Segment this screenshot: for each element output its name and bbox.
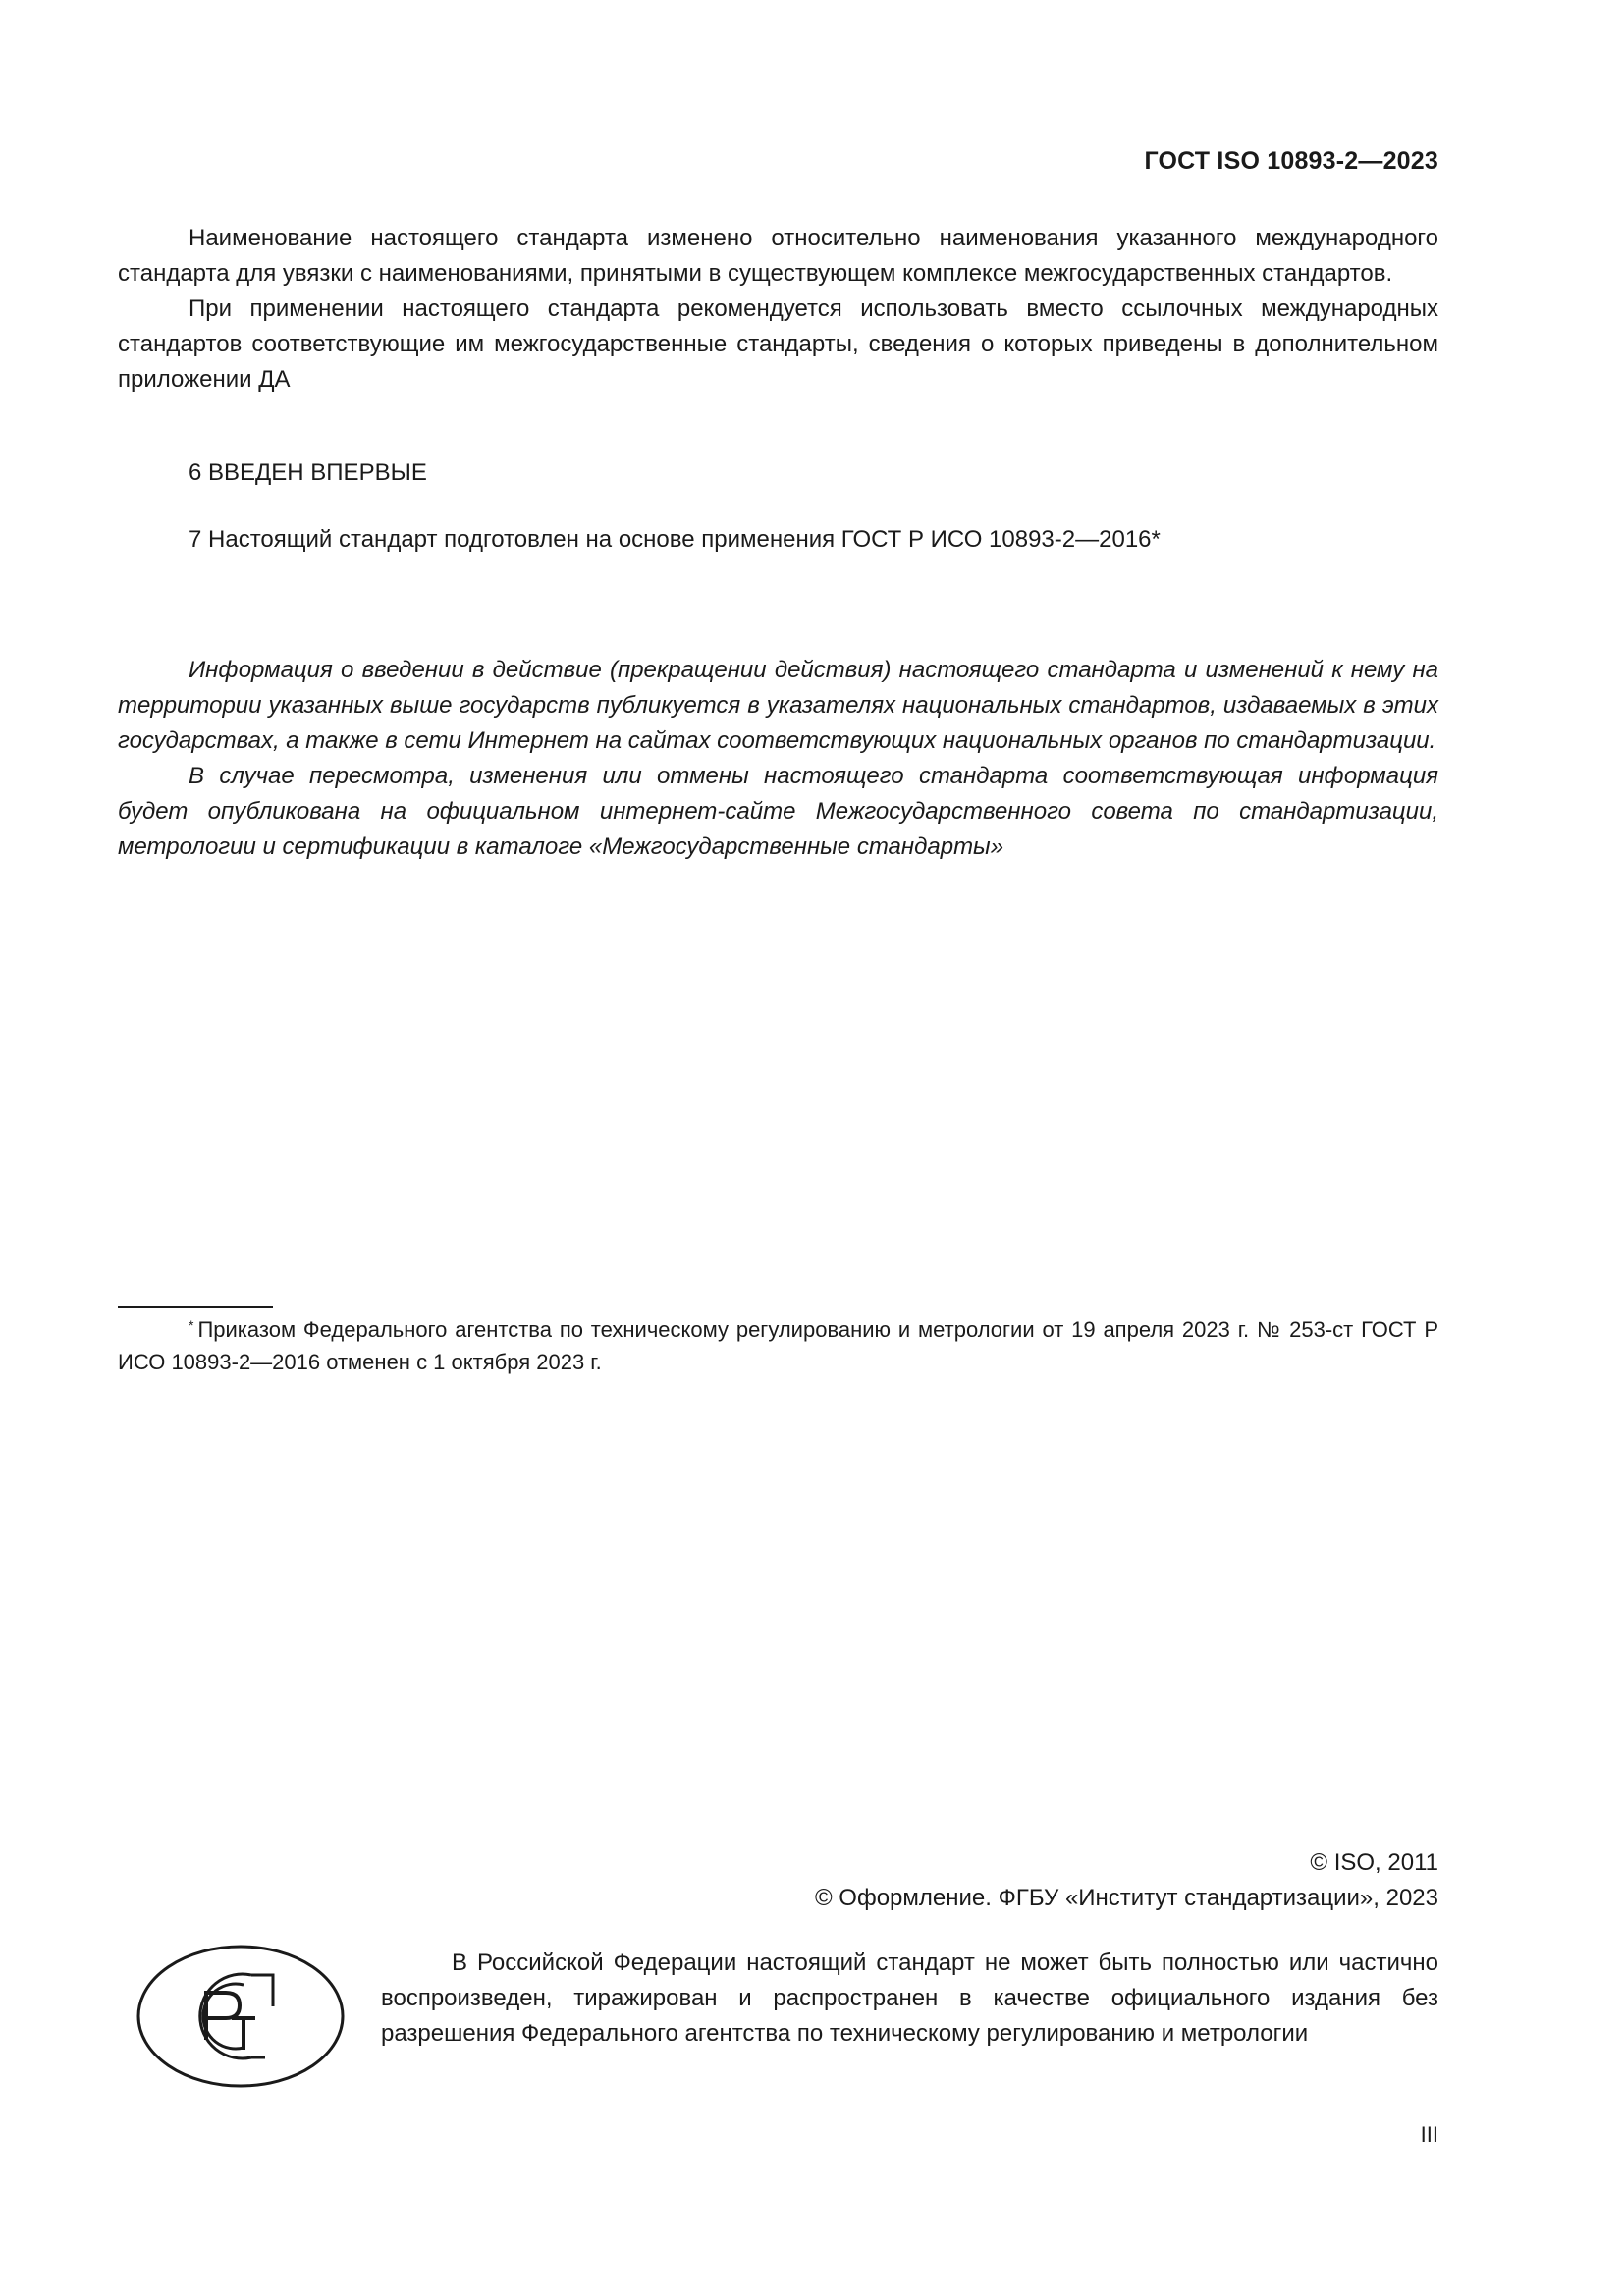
copyright-block [815, 1845, 1438, 1916]
copyright-iso: © ISO, 2011 [1310, 1849, 1438, 1876]
footnote [118, 1313, 1438, 1378]
copyright-design: © Оформление. ФГБУ «Институт стандартизации», 2023 [814, 1885, 1438, 1911]
document-designation: ГОСТ ISO 10893-2—2023 [1144, 147, 1438, 175]
reproduction-rights: В Российской Федерации настоящий стандарт не может быть полностью или частично воспроизведен, тиражирован и распространен в качестве официального издания без разрешения Федерального агентства по техническому регулированию и метрологии [381, 1949, 1438, 2047]
paragraph-name-change: Наименование настоящего стандарта изменено относительно наименования указанного международного стандарта для увязки с наименованиями, принятыми в существующем комплексе межгосударственных стандартов. [118, 225, 1438, 287]
paragraph-revision-info: В случае пересмотра, изменения или отмены настоящего стандарта соответствующая информация будет опубликована на официальном интернет-сайте Межгосударственного совета по стандартизации, метрологии и сертификации в каталоге «Межгосударственные стандарты» [118, 763, 1438, 860]
paragraph-reference-standards: При применении настоящего стандарта рекомендуется использовать вместо ссылочных международных стандартов соответствующие им межгосударственные стандарты, сведения о которых приведены в дополнительном приложении ДА [118, 295, 1438, 393]
document-page [118, 0, 1438, 2296]
item-prepared-basis: 7 Настоящий стандарт подготовлен на основе применения ГОСТ Р ИСО 10893-2—2016* [189, 526, 1161, 553]
footnote-text: Приказом Федерального агентства по техническому регулированию и метрологии от 19 апреля 2023 г. № 253-ст ГОСТ Р ИСО 10893-2—2016 отменен с 1 октября 2023 г. [118, 1317, 1438, 1374]
rst-certification-mark-icon [135, 1944, 346, 2089]
item-introduced-first-time: 6 ВВЕДЕН ВПЕРВЫЕ [189, 459, 427, 486]
info-paragraphs [118, 653, 1438, 865]
item-7-block [118, 522, 1438, 558]
footnote-marker: * [189, 1317, 194, 1333]
paragraph-enforcement-info: Информация о введении в действие (прекращении действия) настоящего стандарта и изменений к нему на территории указанных выше государств публикуется в указателях национальных стандартов, издаваемых в этих государствах, а также в сети Интернет на сайтах соответствующих национальных органов по стандартизации. [118, 657, 1438, 754]
item-6-block [118, 455, 1438, 491]
page-number: III [1420, 2122, 1438, 2147]
body-paragraphs [118, 221, 1438, 398]
footnote-separator [118, 1306, 273, 1308]
